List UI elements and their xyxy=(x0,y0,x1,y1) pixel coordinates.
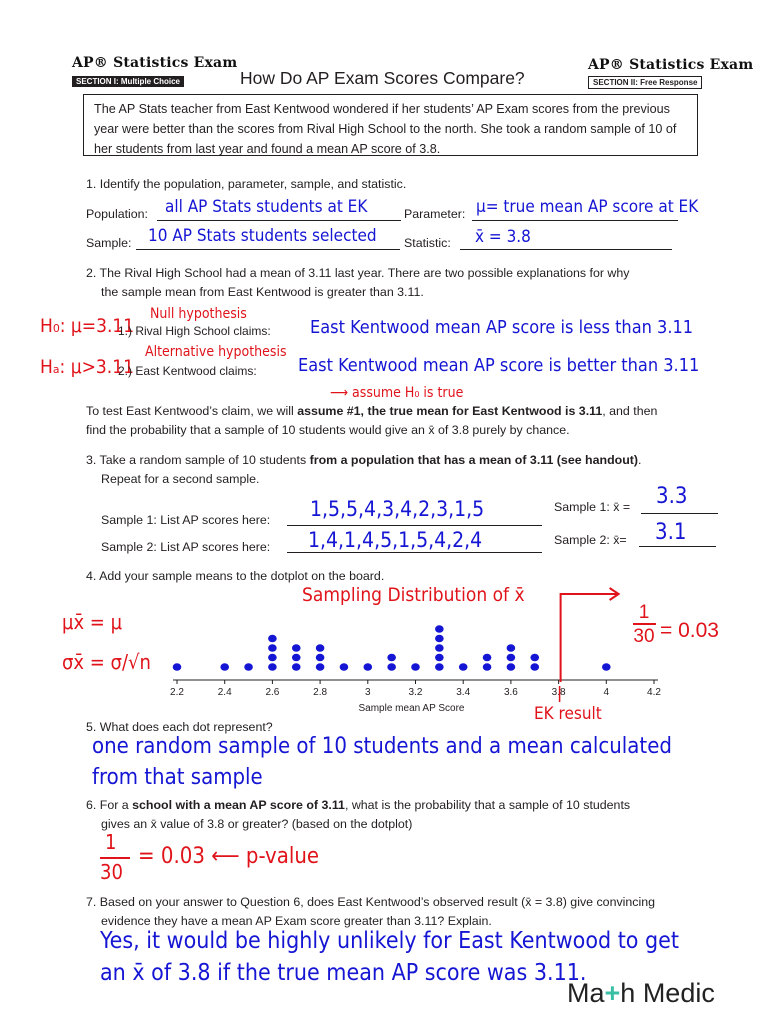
dot xyxy=(435,635,444,642)
q3-prompt: 3. Take a random sample of 10 students from a population that has a mean of 3.11 (see handout). xyxy=(86,453,642,467)
dot xyxy=(316,663,325,670)
statistic-line xyxy=(460,249,672,250)
assume-note: ⟶ assume H₀ is true xyxy=(330,385,464,401)
q6-answer-value: = 0.03 ⟵ p-value xyxy=(138,844,320,869)
q1-prompt: 1. Identify the population, parameter, sample, and statistic. xyxy=(86,177,407,191)
dot xyxy=(507,663,516,670)
sample1-label: Sample 1: List AP scores here: xyxy=(101,513,271,527)
claim1-label: 1.) Rival High School claims: xyxy=(118,324,271,338)
q6-fraction-bar xyxy=(100,857,130,859)
dot xyxy=(316,654,325,661)
null-hypothesis-note: Null hypothesis xyxy=(150,306,247,322)
q7-answer-line2: an x̄ of 3.8 if the true mean AP score was 3.11. xyxy=(100,960,587,986)
sample2-label: Sample 2: List AP scores here: xyxy=(101,540,271,554)
dot xyxy=(387,654,396,661)
test-line1: To test East Kentwood’s claim, we will assume #1, the true mean for East Kentwood is 3.11, and then xyxy=(86,404,658,418)
population-label: Population: xyxy=(86,207,149,221)
q5-prompt: 5. What does each dot represent? xyxy=(86,720,273,734)
q6-prompt: 6. For a school with a mean AP score of 3.11, what is the probability that a sample of 10 students xyxy=(86,798,631,812)
sample-line xyxy=(136,249,400,250)
sampling-distribution-note: Sampling Distribution of x̄ xyxy=(302,584,525,606)
sample-label: Sample: xyxy=(86,236,132,250)
dotplot xyxy=(150,585,760,725)
page-title: How Do AP Exam Scores Compare? xyxy=(240,68,525,88)
x-tick-label: 3.6 xyxy=(503,687,518,698)
dot xyxy=(507,644,516,651)
right-brand: AP® Statistics Exam xyxy=(588,57,754,73)
x-tick-label: 4 xyxy=(603,687,610,698)
sample2-mean-label: Sample 2: x̄= xyxy=(554,533,627,547)
dot xyxy=(387,663,396,670)
claim2-label: 2.) East Kentwood claims: xyxy=(118,364,257,378)
q7-answer-line1: Yes, it would be highly unlikely for East Kentwood to get xyxy=(100,928,680,954)
ek-result-note: EK result xyxy=(534,704,602,724)
q6-fraction-num: 1 xyxy=(105,830,117,854)
h0-symbol: H₀: μ=3.11 xyxy=(40,315,135,337)
dot xyxy=(220,663,229,670)
dot xyxy=(530,663,539,670)
x-tick-label: 3.8 xyxy=(551,687,566,698)
mu-xbar-note: μx̄ = μ xyxy=(62,610,123,634)
q5-answer-line1: one random sample of 10 students and a mean calculated xyxy=(92,734,672,759)
dot xyxy=(268,644,277,651)
dot xyxy=(244,663,253,670)
dot xyxy=(459,663,468,670)
sample1-mean-label: Sample 1: x̄ = xyxy=(554,500,631,514)
dot xyxy=(292,644,301,651)
sample1-mean-line xyxy=(641,513,718,514)
sample2-mean-line xyxy=(639,546,716,547)
dot xyxy=(316,644,325,651)
left-section-tag: SECTION I: Multiple Choice xyxy=(72,76,184,87)
ha-symbol: Hₐ: μ>3.11 xyxy=(40,356,134,378)
dot xyxy=(483,654,492,661)
math-medic-logo: Ma+h Medic xyxy=(567,978,715,1008)
q5-answer-line2: from that sample xyxy=(92,765,263,790)
test-line2: find the probability that a sample of 10 students would give an x̄ of 3.8 purely by chance. xyxy=(86,423,570,437)
dot xyxy=(411,663,420,670)
parameter-line xyxy=(472,220,678,221)
dot xyxy=(483,663,492,670)
q6-prompt-line2: gives an x̄ value of 3.8 or greater? (based on the dotplot) xyxy=(101,817,413,831)
dot xyxy=(268,635,277,642)
dot xyxy=(507,654,516,661)
sample-answer: 10 AP Stats students selected xyxy=(148,226,377,246)
dot xyxy=(364,663,373,670)
parameter-label: Parameter: xyxy=(404,207,466,221)
prob-fraction-num: 1 xyxy=(638,602,650,623)
x-tick-label: 3 xyxy=(365,687,371,698)
intro-box: The AP Stats teacher from East Kentwood wondered if her students’ AP Exam scores from the previous year were better than the scores from Rival High School to the north. She took a random sample of 10 of her students from last year and found a mean AP score of 3.8. xyxy=(83,94,698,156)
population-line xyxy=(157,220,401,221)
x-axis-label: Sample mean AP Score xyxy=(358,703,465,714)
q6-fraction-den: 30 xyxy=(100,860,123,884)
dot xyxy=(268,654,277,661)
prob-fraction-value: = 0.03 xyxy=(660,619,719,642)
dot xyxy=(340,663,349,670)
claim2-answer: East Kentwood mean AP score is better than 3.11 xyxy=(298,355,700,376)
sample1-answer: 1,5,5,4,3,4,2,3,1,5 xyxy=(310,497,485,521)
population-answer: all AP Stats students at EK xyxy=(165,197,368,217)
statistic-answer: x̄ = 3.8 xyxy=(475,227,531,247)
sample2-line xyxy=(287,552,542,553)
q3-prompt-line2: Repeat for a second sample. xyxy=(101,472,260,486)
sample1-mean-answer: 3.3 xyxy=(656,484,688,509)
claim1-answer: East Kentwood mean AP score is less than 3.11 xyxy=(310,317,694,338)
q7-prompt-line2: evidence they have a mean AP Exam score greater than 3.11? Explain. xyxy=(101,914,492,928)
sample2-answer: 1,4,1,4,5,1,5,4,2,4 xyxy=(308,528,483,552)
sample1-line xyxy=(287,525,542,526)
prob-fraction-den: 30 xyxy=(633,626,655,647)
x-tick-label: 2.6 xyxy=(265,687,280,698)
dot xyxy=(530,654,539,661)
x-tick-label: 3.2 xyxy=(408,687,423,698)
q7-prompt-line1: 7. Based on your answer to Question 6, does East Kentwood’s observed result (x̄ = 3.8) give convincing xyxy=(86,895,656,909)
dot xyxy=(268,663,277,670)
x-tick-label: 3.4 xyxy=(456,687,471,698)
dot xyxy=(292,654,301,661)
sigma-xbar-note: σx̄ = σ/√n xyxy=(62,650,151,674)
dot xyxy=(435,625,444,632)
x-tick-label: 2.2 xyxy=(170,687,184,698)
dot xyxy=(173,663,182,670)
x-tick-label: 2.4 xyxy=(217,687,232,698)
left-brand: AP® Statistics Exam xyxy=(72,55,238,71)
statistic-label: Statistic: xyxy=(404,236,451,250)
parameter-answer: μ= true mean AP score at EK xyxy=(476,197,699,217)
q2-prompt-line2: the sample mean from East Kentwood is greater than 3.11. xyxy=(101,285,424,299)
x-tick-label: 4.2 xyxy=(647,687,661,698)
q2-prompt-line1: 2. The Rival High School had a mean of 3.11 last year. There are two possible explanations for why xyxy=(86,266,630,280)
q4-prompt: 4. Add your sample means to the dotplot on the board. xyxy=(86,569,385,583)
dot xyxy=(435,644,444,651)
dot xyxy=(435,663,444,670)
x-tick-label: 2.8 xyxy=(313,687,328,698)
dot xyxy=(292,663,301,670)
dot xyxy=(435,654,444,661)
right-section-tag: SECTION II: Free Response xyxy=(588,76,702,89)
dot xyxy=(602,663,611,670)
sample2-mean-answer: 3.1 xyxy=(655,520,687,545)
alternative-hypothesis-note: Alternative hypothesis xyxy=(145,344,287,360)
